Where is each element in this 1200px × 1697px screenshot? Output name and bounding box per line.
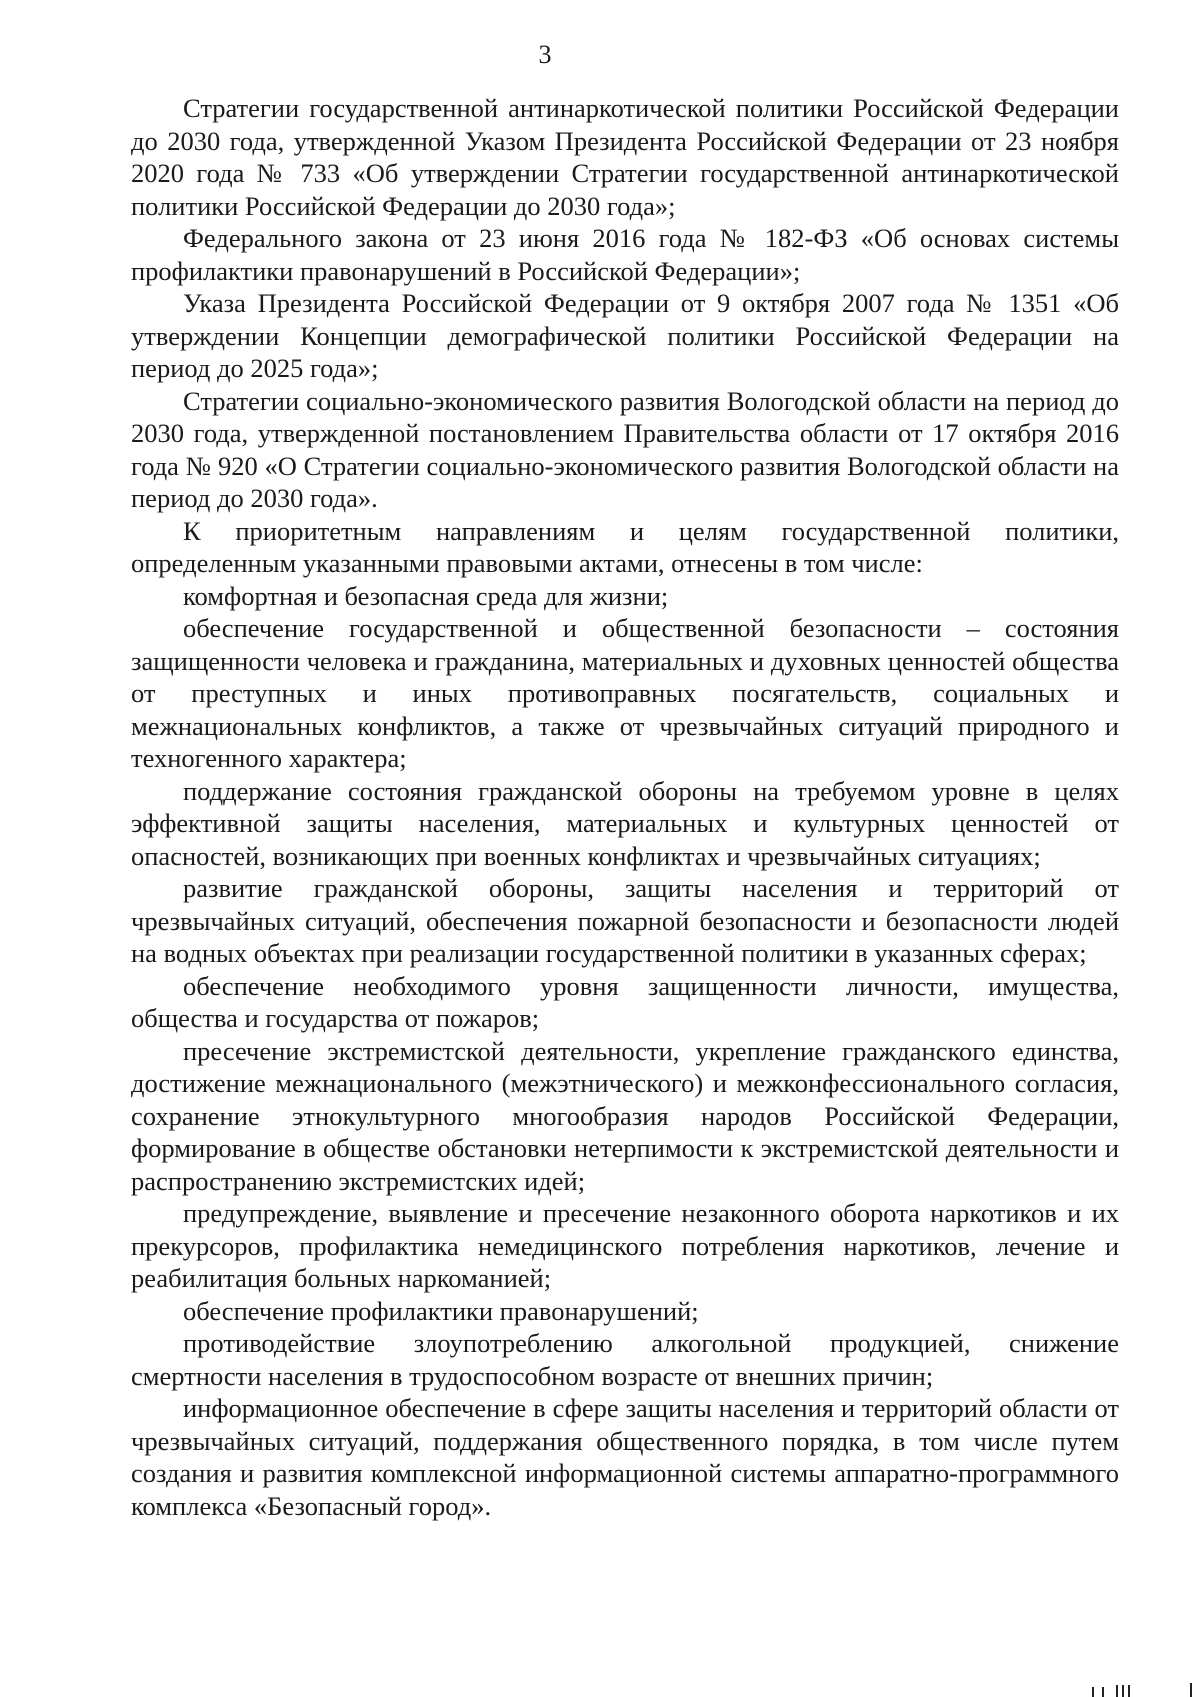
- paragraph: К приоритетным направлениям и целям государственной политики, определенным указанными правовыми актами, отнесены в том числе:: [131, 515, 1119, 578]
- scan-mark: [1190, 1683, 1192, 1697]
- paragraph: комфортная и безопасная среда для жизни;: [183, 580, 669, 611]
- paragraph: предупреждение, выявление и пресечение незаконного оборота наркотиков и их прекурсоров, профилактика немедицинского потребления наркотиков, лечение и реабилитация больных наркоманией;: [131, 1198, 1119, 1293]
- paragraph: противодействие злоупотреблению алкогольной продукцией, снижение смертности населения в трудоспособном возрасте от внешних причин;: [131, 1328, 1119, 1391]
- scan-mark: [1116, 1685, 1118, 1697]
- paragraph: Федерального закона от 23 июня 2016 года № 182-ФЗ «Об основах системы профилактики правонарушений в Российской Федерации»;: [131, 223, 1119, 286]
- paragraph: развитие гражданской обороны, защиты населения и территорий от чрезвычайных ситуаций, обеспечения пожарной безопасности и безопасности людей на водных объектах при реализации государственной политики в указанных сферах;: [131, 873, 1119, 968]
- paragraph: Стратегии государственной антинаркотической политики Российской Федерации до 2030 года, утвержденной Указом Президента Российской Федерации от 23 ноября 2020 года № 733 «Об утверждении Стратегии государственной антинаркотической политики Российской Федерации до 2030 года»;: [131, 93, 1119, 221]
- paragraph: обеспечение необходимого уровня защищенности личности, имущества, общества и государства от пожаров;: [131, 970, 1119, 1033]
- paragraph: поддержание состояния гражданской обороны на требуемом уровне в целях эффективной защиты населения, материальных и культурных ценностей от опасностей, возникающих при военных конфликтах и чрезвычайных ситуациях;: [131, 775, 1119, 871]
- scan-artifact-marks: [1040, 1657, 1200, 1697]
- paragraph: информационное обеспечение в сфере защиты населения и территорий области от чрезвычайных ситуаций, поддержания общественного порядка, в том числе путем создания и развития комплексной информационной системы аппаратно-программного комплекса «Безопасный город».: [131, 1393, 1119, 1521]
- paragraph: Стратегии социально-экономического развития Вологодской области на период до 2030 года, утвержденной постановлением Правительства области от 17 октября 2016 года № 920 «О Стратегии социально-экономического развития Вологодской области на период до 2030 года».: [131, 385, 1119, 513]
- scan-mark: [1092, 1687, 1094, 1697]
- document-body: [131, 92, 1119, 1522]
- scan-mark: [1128, 1685, 1130, 1697]
- paragraph: обеспечение профилактики правонарушений;: [183, 1295, 699, 1326]
- page-number: 3: [538, 40, 552, 69]
- scan-mark: [1122, 1685, 1124, 1697]
- paragraph: Указа Президента Российской Федерации от 9 октября 2007 года № 1351 «Об утверждении Концепции демографической политики Российской Федерации на период до 2025 года»;: [131, 288, 1119, 383]
- paragraph: пресечение экстремистской деятельности, укрепление гражданского единства, достижение межнационального (межэтнического) и межконфессионального согласия, сохранение этнокультурного многообразия народов Российской Федерации, формирование в обществе обстановки нетерпимости к экстремистской деятельности и распространению экстремистских идей;: [131, 1035, 1119, 1196]
- paragraph: обеспечение государственной и общественной безопасности – состояния защищенности человека и гражданина, материальных и духовных ценностей общества от преступных и иных противоправных посягательств, социальных и межнациональных конфликтов, а также от чрезвычайных ситуаций природного и техногенного характера;: [131, 613, 1119, 773]
- scan-mark: [1102, 1687, 1104, 1697]
